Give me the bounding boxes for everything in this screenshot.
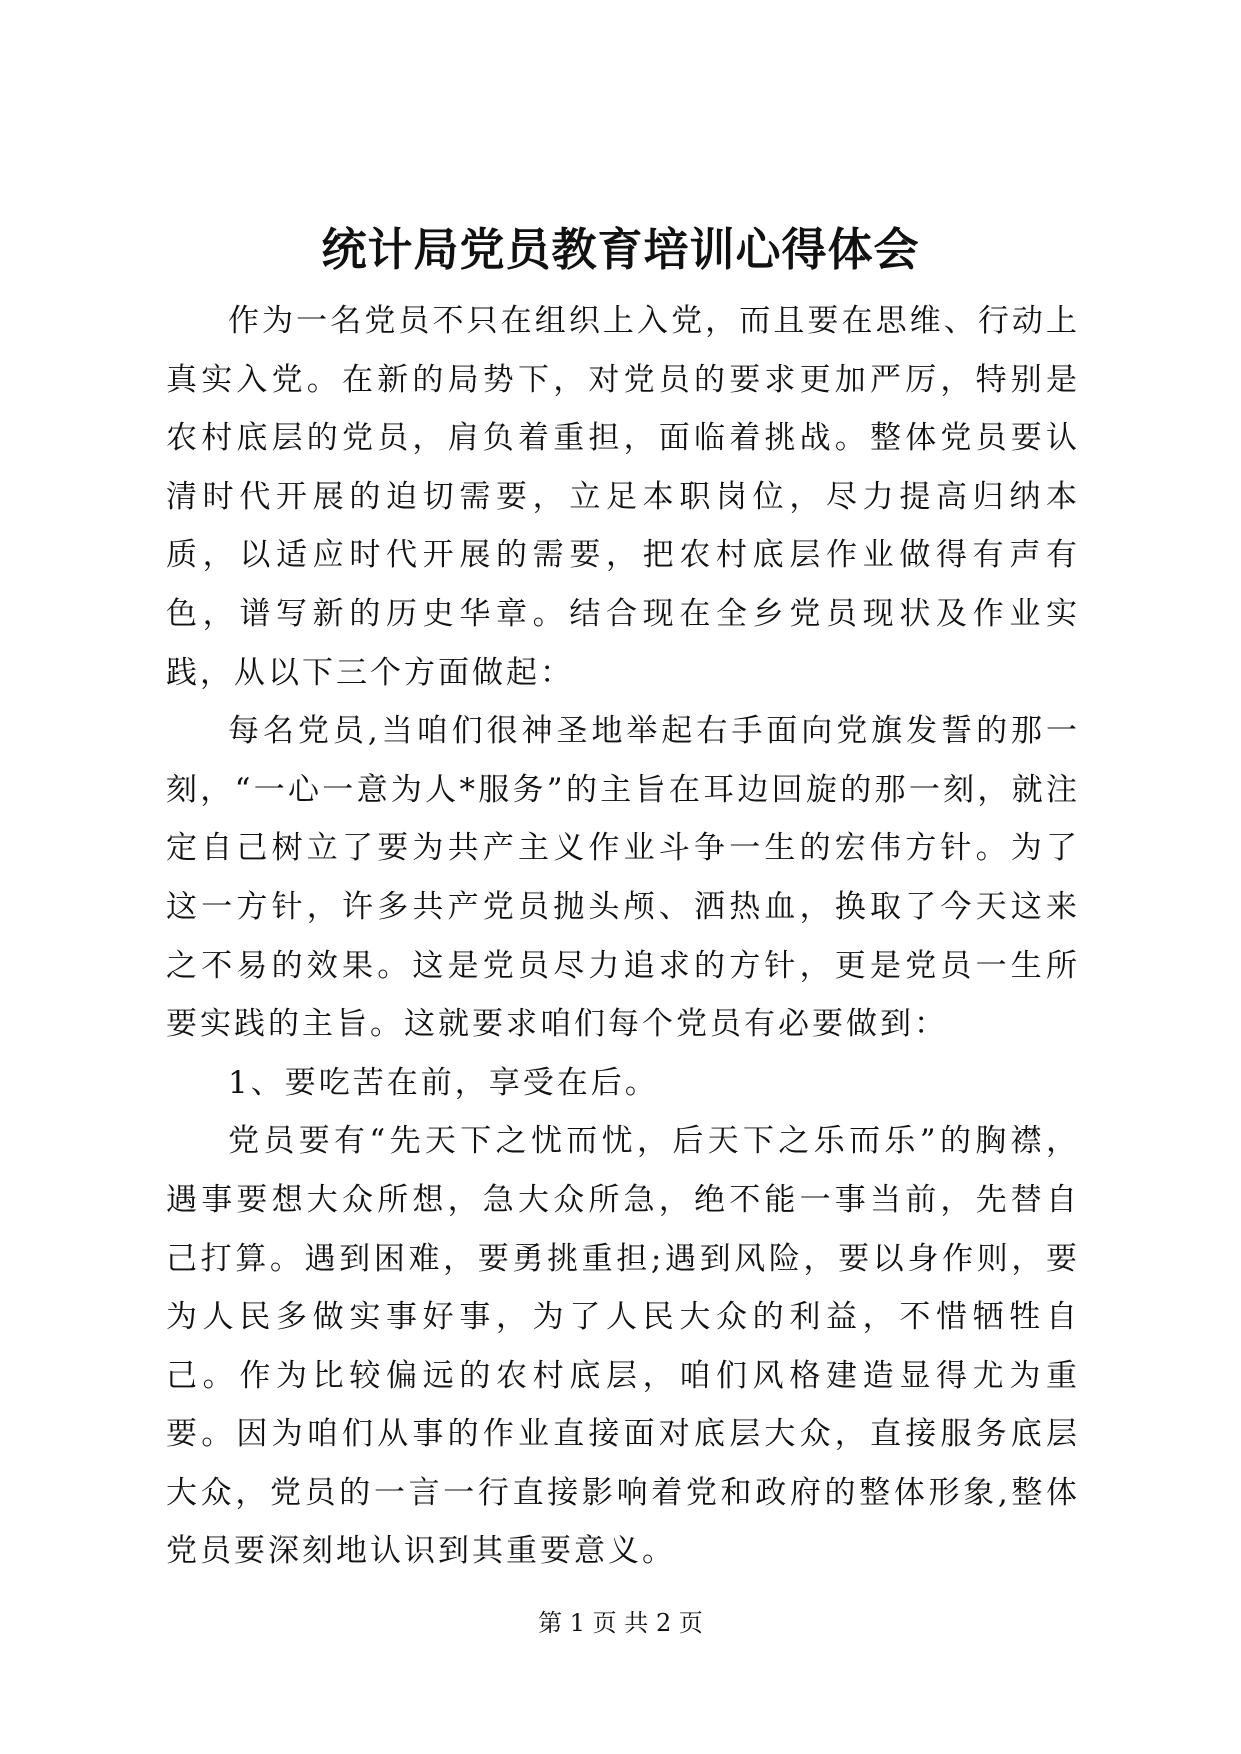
- document-body: [166, 292, 1080, 1581]
- paragraph-intro: 作为一名党员不只在组织上入党，而且要在思维、行动上真实入党。在新的局势下，对党员的要求更加严厉，特别是农村底层的党员，肩负着重担，面临着挑战。整体党员要认清时代开展的迫切需要，立足本职岗位，尽力提高归纳本质，以适应时代开展的需要，把农村底层作业做得有声有色，谱写新的历史华章。结合现在全乡党员现状及作业实践，从以下三个方面做起：: [166, 303, 1080, 691]
- paragraph-oath: 每名党员,当咱们很神圣地举起右手面向党旗发誓的那一刻，“一心一意为人*服务”的主旨在耳边回旋的那一刻，就注定自己树立了要为共产主义作业斗争一生的宏伟方针。为了这一方针，许多共产党员抛头颅、洒热血，换取了今天这来之不易的效果。这是党员尽力追求的方针，更是党员一生所要实践的主旨。这就要求咱们每个党员有必要做到：: [166, 713, 1080, 1043]
- page-number-footer: 第 1 页 共 2 页: [538, 1609, 703, 1637]
- paragraph-point-1-heading: 1、要吃苦在前，享受在后。: [228, 1064, 659, 1101]
- paragraph-point-1-body: 党员要有“先天下之忧而忧，后天下之乐而乐”的胸襟，遇事要想大众所想，急大众所急，绝不能一事当前，先替自己打算。遇到困难，要勇挑重担;遇到风险，要以身作则，要为人民多做实事好事，为了人民大众的利益，不惜牺牲自己。作为比较偏远的农村底层，咱们风格建造显得尤为重要。因为咱们从事的作业直接面对底层大众，直接服务底层大众，党员的一言一行直接影响着党和政府的整体形象,整体党员要深刻地认识到其重要意义。: [166, 1123, 1080, 1570]
- page-title: 统计局党员教育培训心得体会: [321, 223, 920, 276]
